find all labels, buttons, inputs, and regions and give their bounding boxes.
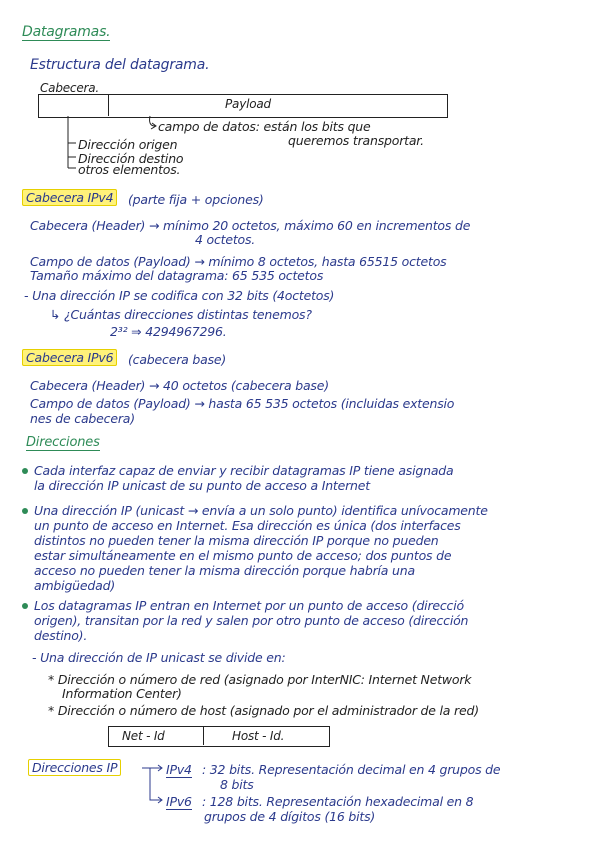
ipv4-line-2: 4 octetos. xyxy=(195,232,256,247)
ipv4-line-1: Cabecera (Header) → mínimo 20 octetos, máximo 60 en incrementos de xyxy=(30,218,471,233)
division-line-1: - Una dirección de IP unicast se divide en: xyxy=(32,650,286,665)
division-line-4: * Dirección o número de host (asignado por el administrador de la red) xyxy=(48,703,479,718)
division-line-3: Information Center) xyxy=(62,686,182,701)
ipv6-line-3: nes de cabecera) xyxy=(30,411,135,426)
campo-datos-text-2: queremos transportar. xyxy=(288,133,424,148)
ipv4-tag: IPv4 xyxy=(166,762,192,777)
bullet-3-line-2: origen), transitan por la red y salen por otro punto de acceso (dirección xyxy=(34,613,469,628)
direcciones-ip-box: Direcciones IP xyxy=(28,759,121,776)
ipv4-desc-1: : 32 bits. Representación decimal en 4 grupos de xyxy=(202,762,501,777)
bullet-3-line-3: destino). xyxy=(34,628,88,643)
net-id: Net - Id xyxy=(122,729,165,743)
ipv6-heading xyxy=(22,350,117,365)
estructura-heading: Estructura del datagrama. xyxy=(30,57,210,73)
bullet-1-line-2: la dirección IP unicast de su punto de acceso a Internet xyxy=(34,478,370,493)
ipv4-line-5: - Una dirección IP se codifica con 32 bits (4octetos) xyxy=(24,288,335,303)
ipv4-heading xyxy=(22,190,117,205)
bullet-1-line-1: Cada interfaz capaz de enviar y recibir datagramas IP tiene asignada xyxy=(34,463,454,478)
payload-label: Payload xyxy=(225,97,271,111)
bullet-3-line-1: Los datagramas IP entran en Internet por un punto de acceso (direcció xyxy=(34,598,464,613)
bullet-2 xyxy=(22,508,28,514)
ipv6-tag: IPv6 xyxy=(166,794,192,809)
bullet-2-line-4: estar simultáneamente en el mismo punto de acceso; dos puntos de xyxy=(34,548,452,563)
ipv4-line-7: 2³² ⇒ 4294967296. xyxy=(110,324,227,339)
ipv4-highlight: Cabecera IPv4 xyxy=(22,189,117,206)
campo-datos-text: campo de datos: están los bits que xyxy=(158,119,371,134)
cabecera-label: Cabecera. xyxy=(40,81,100,95)
host-id: Host - Id. xyxy=(232,729,285,743)
net-host-divider xyxy=(203,726,204,745)
ipv4-line-6: ↳ ¿Cuántas direcciones distintas tenemos? xyxy=(50,307,312,322)
otros-elementos: otros elementos. xyxy=(78,162,181,177)
bullet-1 xyxy=(22,468,28,474)
bullet-2-line-3: distintos no pueden tener la misma dirección IP porque no pueden xyxy=(34,533,439,548)
ipv6-highlight: Cabecera IPv6 xyxy=(22,349,117,366)
ipv6-desc-2: grupos de 4 dígitos (16 bits) xyxy=(204,809,376,824)
ipv4-desc-2: 8 bits xyxy=(220,777,254,792)
dir-destino: Dirección destino xyxy=(78,151,184,166)
direcciones-ip-heading xyxy=(28,760,121,775)
ipv6-note: (cabecera base) xyxy=(128,352,227,367)
direcciones-heading: Direcciones xyxy=(26,435,100,450)
bullet-2-line-5: acceso no pueden tener la misma dirección porque habría una xyxy=(34,563,415,578)
bullet-2-line-2: un punto de acceso en Internet. Esa dirección es única (dos interfaces xyxy=(34,518,461,533)
dir-origen: Dirección origen xyxy=(78,137,178,152)
ipv4-note: (parte fija + opciones) xyxy=(128,192,264,207)
ipv6-line-2: Campo de datos (Payload) → hasta 65 535 octetos (incluidas extensio xyxy=(30,396,455,411)
division-line-2: * Dirección o número de red (asignado por InterNIC: Internet Network xyxy=(48,672,472,687)
bullet-2-line-1: Una dirección IP (unicast → envía a un solo punto) identifica unívocamente xyxy=(34,503,488,518)
ipv4-line-3: Campo de datos (Payload) → mínimo 8 octetos, hasta 65515 octetos xyxy=(30,254,447,269)
ipv4-line-4: Tamaño máximo del datagrama: 65 535 octetos xyxy=(30,268,324,283)
bullet-3 xyxy=(22,603,28,609)
bullet-2-line-6: ambigüedad) xyxy=(34,578,115,593)
page-title: Datagramas. xyxy=(22,24,111,40)
ipv6-line-1: Cabecera (Header) → 40 octetos (cabecera base) xyxy=(30,378,329,393)
ipv6-desc-1: : 128 bits. Representación hexadecimal en 8 xyxy=(202,794,474,809)
